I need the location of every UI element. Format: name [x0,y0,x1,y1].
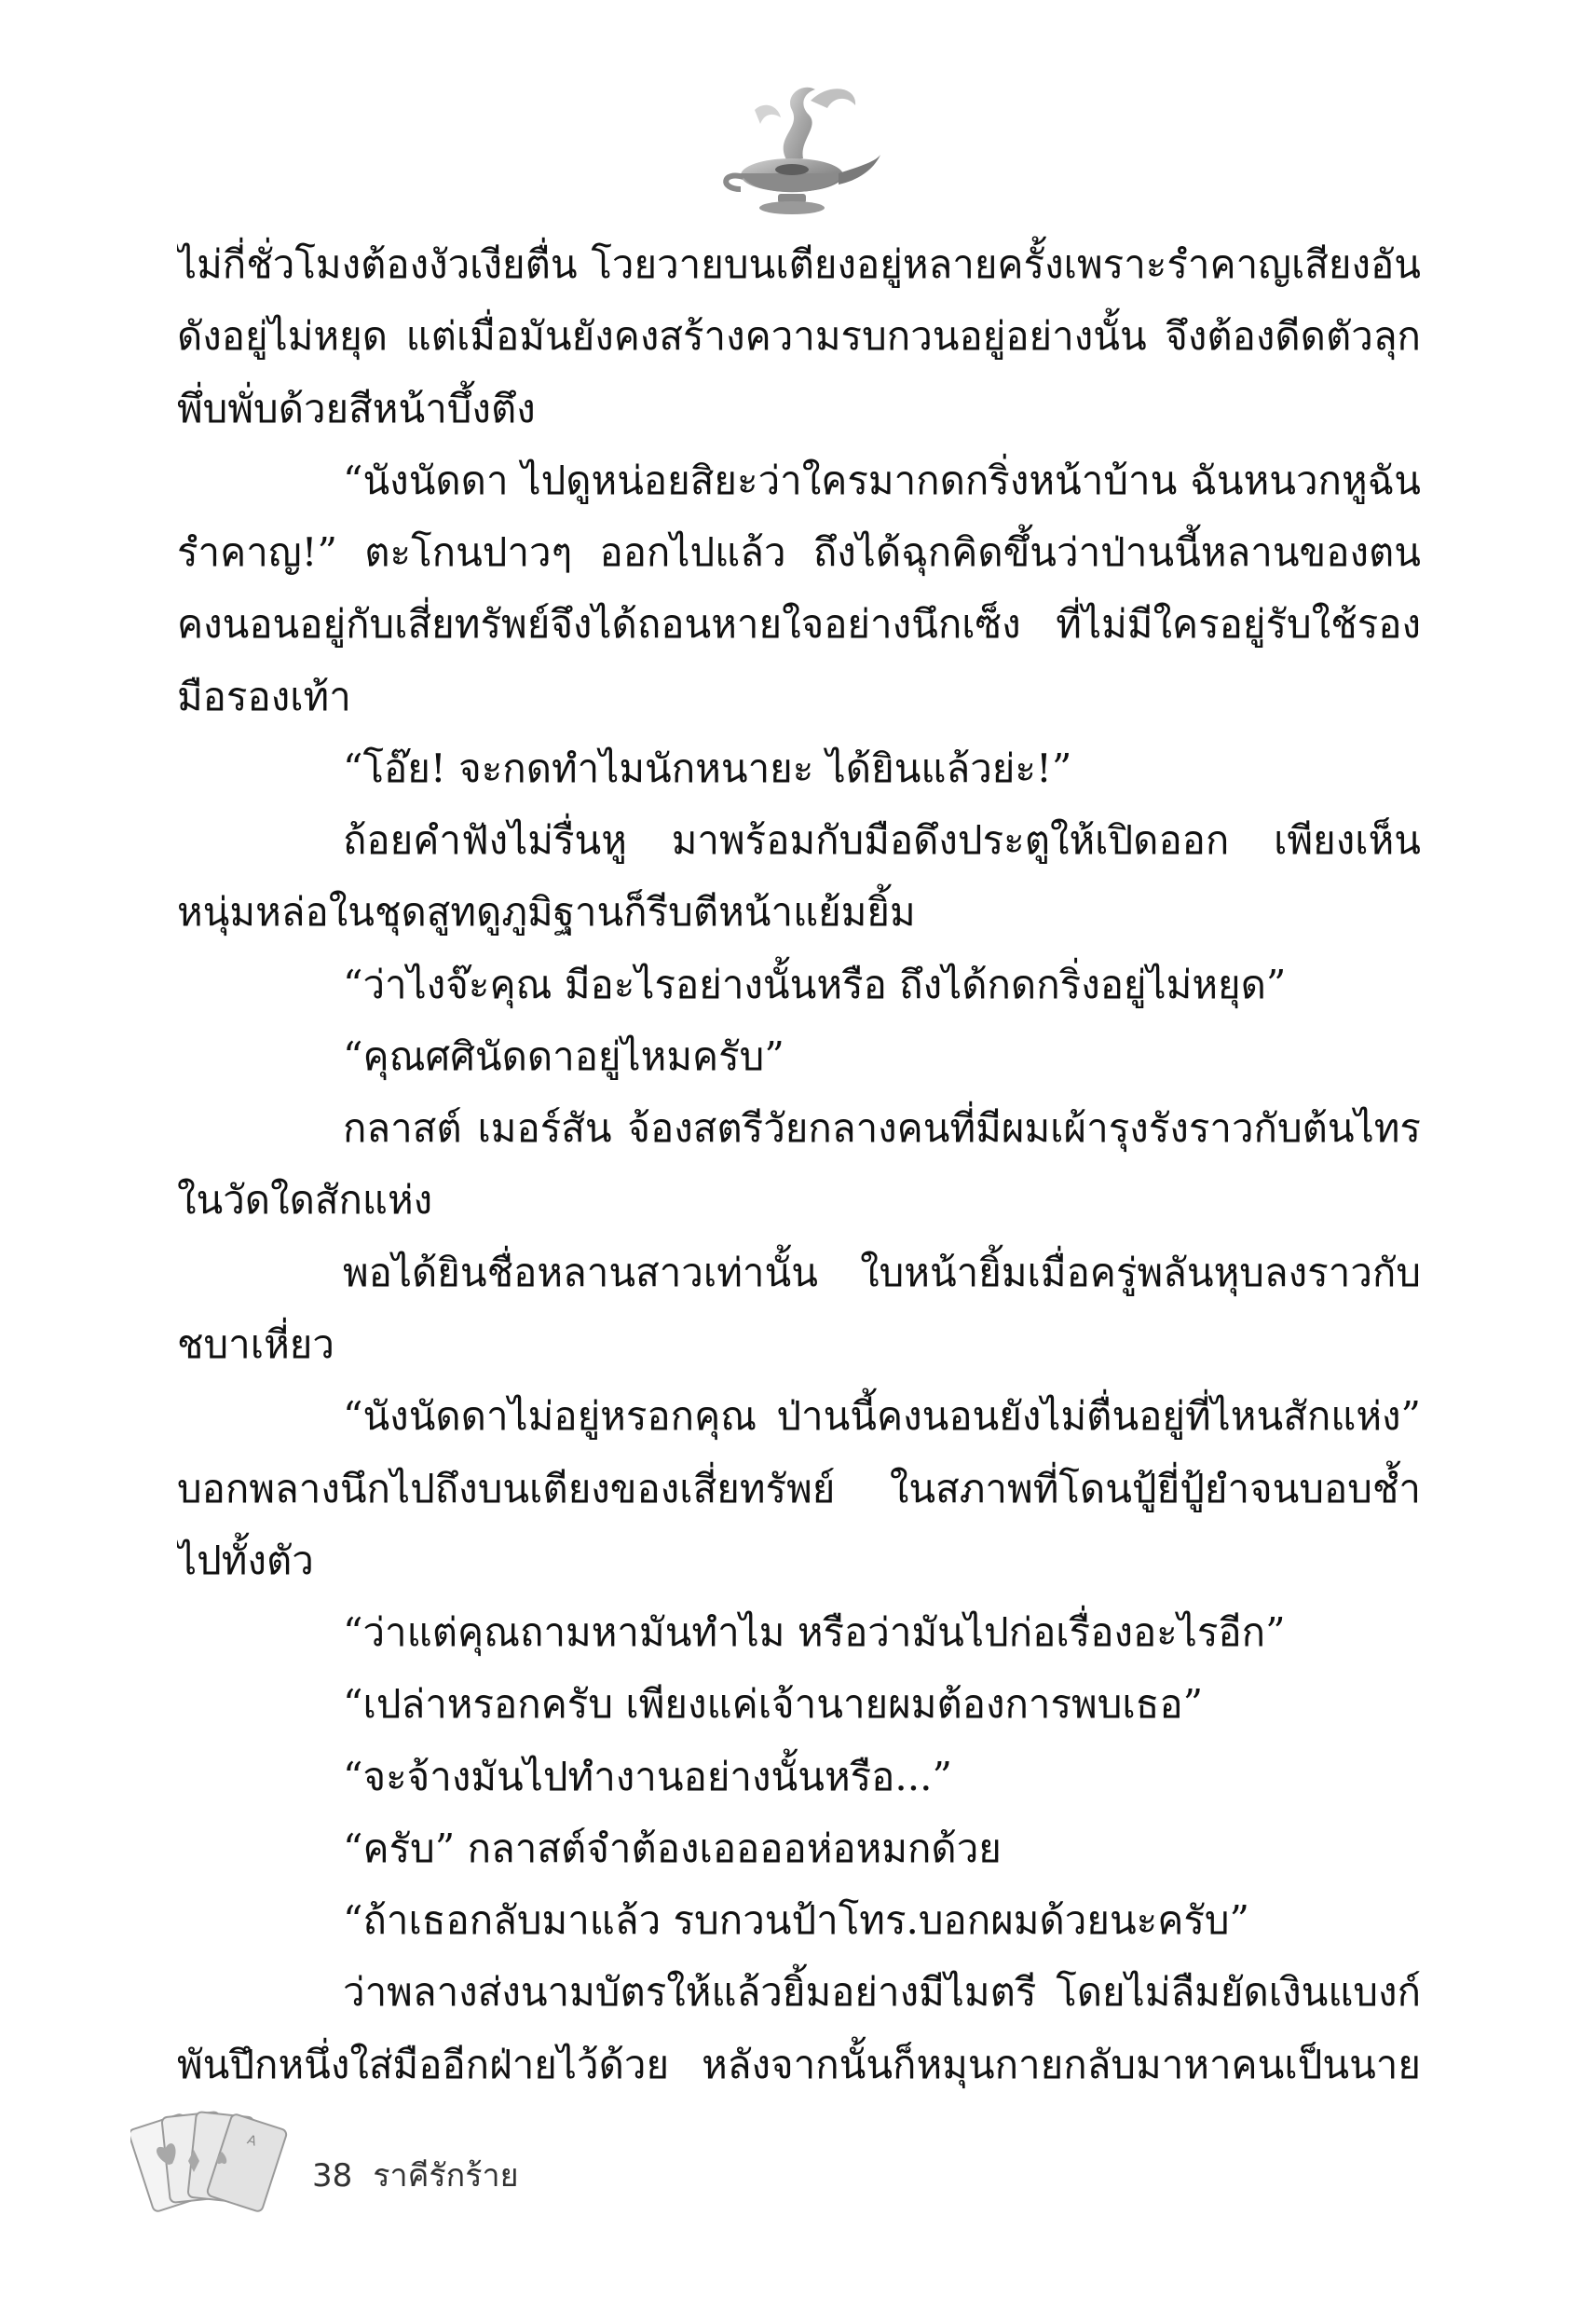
paragraph: ไม่กี่ชั่วโมงต้องงัวเงียตื่น โวยวายบนเตียงอยู่หลายครั้งเพราะรำคาญเสียงอันดังอยู่ไม่หยุด แต่เมื่อมันยังคงสร้างความรบกวนอยู่อย่างนั้น จึงต้องดีดตัวลุกพึ่บพั่บด้วยสีหน้าบึ้งตึง [177,241,1421,431]
paragraph: กลาสต์ เมอร์สัน จ้องสตรีวัยกลางคนที่มีผมเผ้ารุงรังราวกับต้นไทรในวัดใดสักแห่ง [177,1105,1421,1224]
paragraph: “จะจ้างมันไปทำงานอย่างนั้นหรือ...” [343,1753,952,1799]
paragraph: “ถ้าเธอกลับมาแล้ว รบกวนป้าโทร.บอกผมด้วยนะครับ” [343,1897,1250,1944]
body-text [177,228,1421,2111]
paragraph: “นังนัดดาไม่อยู่หรอกคุณ ป่านนี้คงนอนยังไม่ตื่นอยู่ที่ไหนสักแห่ง” บอกพลางนึกไปถึงบนเตียงของเสี่ยทรัพย์ ในสภาพที่โดนปู้ยี่ปู้ยำจนบอบช้ำไปทั้งตัว [177,1393,1421,1583]
page-number: 38 [312,2157,353,2195]
paragraph: “ว่าแต่คุณถามหามันทำไม หรือว่ามันไปก่อเรื่องอะไรอีก” [343,1609,1286,1656]
paragraph: “เปล่าหรอกครับ เพียงแค่เจ้านายผมต้องการพบเธอ” [343,1681,1204,1728]
paragraph: “คุณศศินัดดาอยู่ไหมครับ” [343,1032,784,1079]
paragraph: ว่าพลางส่งนามบัตรให้แล้วยิ้มอย่างมีไมตรี โดยไม่ลืมยัดเงินแบงก์พันปึกหนึ่งใส่มืออีกฝ่ายไว้ด้วย หลังจากนั้นก็หมุนกายกลับมาหาคนเป็นนาย [177,1969,1421,2087]
book-title: ราคีรักร้าย [373,2157,519,2195]
paragraph: ถ้อยคำฟังไม่รื่นหู มาพร้อมกับมือดึงประตูให้เปิดออก เพียงเห็นหนุ่มหล่อในชุดสูทดูภูมิฐานก็รีบตีหน้าแย้มยิ้ม [177,817,1421,936]
page-footer [130,2101,783,2241]
paragraph: “โอ๊ย! จะกดทำไมนักหนายะ ได้ยินแล้วย่ะ!” [343,745,1072,791]
paragraph: “นังนัดดา ไปดูหน่อยสิยะว่าใครมากดกริ่งหน้าบ้าน ฉันหนวกหูฉันรำคาญ!” ตะโกนปาวๆ ออกไปแล้ว ถึงได้ฉุกคิดขึ้นว่าป่านนี้หลานของตนคงนอนอยู่กับเสี่ยทรัพย์จึงได้ถอนหายใจอย่างนึกเซ็ง ที่ไม่มีใครอยู่รับใช้รองมือรองเท้า [177,457,1421,719]
paragraph: พอได้ยินชื่อหลานสาวเท่านั้น ใบหน้ายิ้มเมื่อครู่พลันหุบลงราวกับชบาเหี่ยว [177,1249,1421,1367]
footer-label [312,2150,519,2200]
playing-cards-icon [130,2101,289,2232]
paragraph: “ว่าไงจ๊ะคุณ มีอะไรอย่างนั้นหรือ ถึงได้กดกริ่งอยู่ไม่หยุด” [343,961,1287,1007]
svg-text:A: A [245,2132,259,2150]
paragraph: “ครับ” กลาสต์จำต้องเออออห่อหมกด้วย [343,1825,1002,1871]
genie-lamp-icon [699,73,885,222]
